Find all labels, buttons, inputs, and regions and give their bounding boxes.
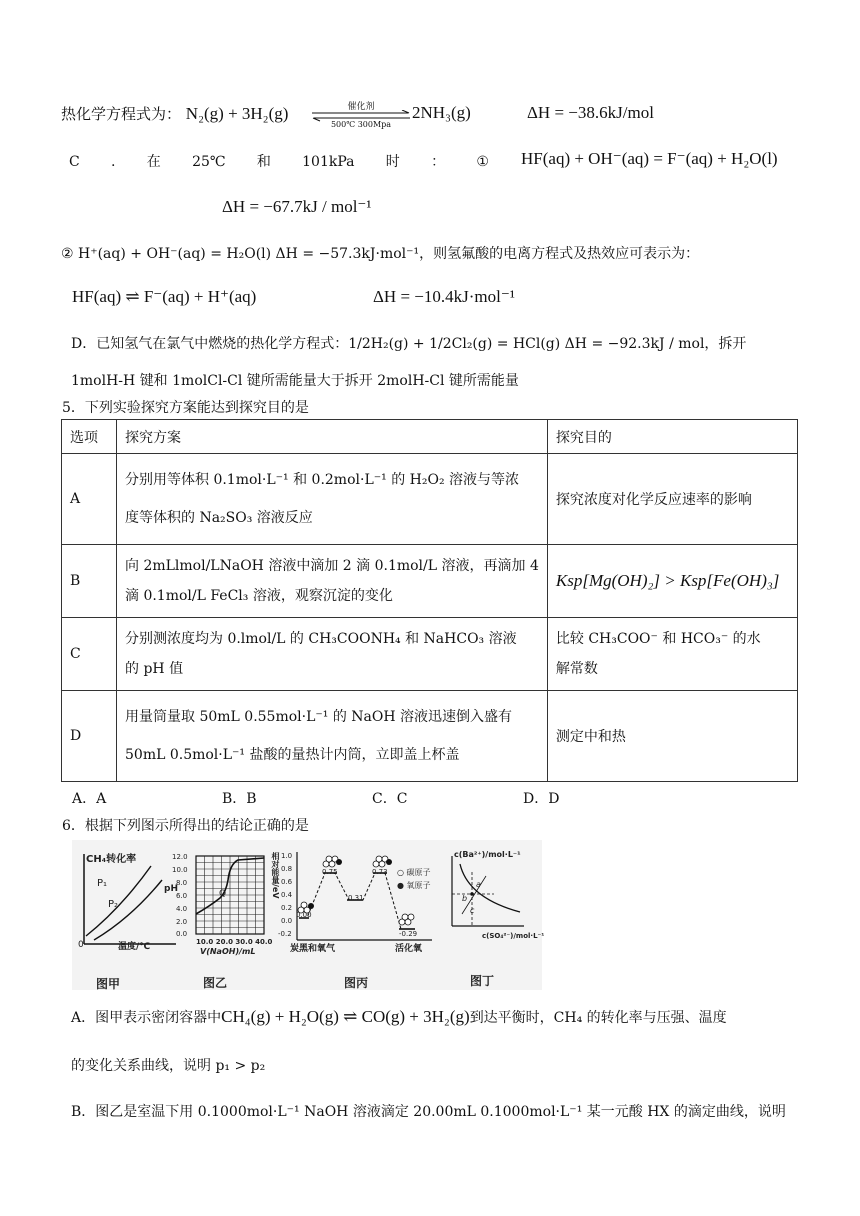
fig-bing-legend-carbon: ○ 碳原子 <box>397 868 431 877</box>
table-cell-option: A <box>62 454 117 545</box>
q4-d-line-1: D．已知氢气在氯气中燃烧的热化学方程式：1/2H₂(g) + 1/2Cl₂(g) = HCl(g) ΔH = −92.3kJ / mol，拆开 <box>71 336 747 352</box>
fig-jia-p2-label: P₂ <box>108 899 119 910</box>
fig-bing-level: 0.31 <box>348 894 364 902</box>
goal-line: Ksp[Mg(OH)₂] > Ksp[Fe(OH)₃] <box>555 571 780 590</box>
fig-ding-point: a <box>476 880 481 889</box>
goal-line: 解常数 <box>555 661 598 677</box>
q5-choice-d: D．D <box>523 791 560 807</box>
q4-c-word: C <box>69 154 80 170</box>
fig-bing-ytick: 0.6 <box>281 878 293 886</box>
fig-ding-chart <box>446 852 526 932</box>
fig-bing-caption: 图丙 <box>344 976 369 990</box>
fig-yi-xlabel: V(NaOH)/mL <box>200 947 256 956</box>
fig-yi-ytick: 10.0 <box>172 866 188 874</box>
table-header-plan: 探究方案 <box>117 420 548 454</box>
plan-line: 用量筒量取 50mL 0.55mol·L⁻¹ 的 NaOH 溶液迅速倒入盛有 <box>125 709 513 725</box>
q4-c-equation-1: HF(aq) + OH⁻(aq) = F⁻(aq) + H₂O(l) <box>521 149 778 168</box>
table-row <box>62 618 798 691</box>
table-cell-option: D <box>62 691 117 782</box>
fig-bing-level: -0.29 <box>399 930 418 938</box>
table-cell-goal <box>547 545 797 618</box>
q4-c-word: ① <box>476 154 489 170</box>
table-header-row <box>62 420 798 454</box>
q6-a-line-2: 的变化关系曲线，说明 p₁ > p₂ <box>71 1058 266 1074</box>
q4-c-word: 在 <box>146 154 161 170</box>
q5-stem: 5．下列实验探究方案能达到探究目的是 <box>62 400 309 416</box>
table-cell-goal <box>547 454 797 545</box>
fig-ding-ylabel: c(Ba²⁺)/mol·L⁻¹ <box>454 850 521 859</box>
fig-bing-ylabel: 相对能量/eV <box>271 852 280 899</box>
table-row <box>62 545 798 618</box>
fig-bing-level: 0.73 <box>372 868 388 876</box>
q5-choice-a: A．A <box>72 791 107 807</box>
fig-ding-point: b <box>462 894 468 903</box>
q6-a-equation: CH₄(g) + H₂O(g) ⇌ CO(g) + 3H₂(g) <box>221 1007 470 1026</box>
fig-bing-level: 0.00 <box>296 911 312 919</box>
q4-c-delta-h-3: ΔH = −10.4kJ·mol⁻¹ <box>373 287 515 306</box>
q4-c-delta-h-1: ΔH = −67.7kJ / mol⁻¹ <box>222 197 372 216</box>
fig-yi-ytick: 8.0 <box>176 879 188 887</box>
plan-line: 的 pH 值 <box>125 661 184 677</box>
table-cell-option: C <box>62 618 117 691</box>
plan-line: 度等体积的 Na₂SO₃ 溶液反应 <box>125 510 313 526</box>
fig-yi-ylabel: pH <box>164 884 178 894</box>
fig-yi-caption: 图乙 <box>203 976 228 990</box>
q4-c-word: 101kPa <box>302 154 355 170</box>
fig-bing-level: 0.75 <box>322 868 338 876</box>
q4-option-b-line <box>61 103 288 124</box>
fig-yi-ytick: 12.0 <box>172 853 188 861</box>
q4-c-line-2: ② H⁺(aq) + OH⁻(aq) = H₂O(l) ΔH = −57.3kJ·mol⁻¹，则氢氟酸的电离方程式及热效应可表示为： <box>61 246 700 262</box>
q4-b-equation-left: N₂(g) + 3H₂(g) <box>185 104 289 123</box>
q4-c-word: 时 <box>385 154 400 170</box>
fig-jia-ylabel: CH₄转化率 <box>86 854 137 865</box>
table-cell-goal <box>547 618 797 691</box>
fig-yi-chart <box>190 852 266 936</box>
fig-jia-origin: 0 <box>78 940 84 950</box>
q4-b-prefix: 热化学方程式为： <box>61 105 182 123</box>
fig-ding-xlabel: c(SO₄²⁻)/mol·L⁻¹ <box>482 932 545 940</box>
fig-yi-ytick: 4.0 <box>176 905 188 913</box>
q4-c-word: . <box>111 154 116 170</box>
q4-option-c-words <box>69 151 489 171</box>
q6-a-suffix: 到达平衡时，CH₄ 的转化率与压强、温度 <box>469 1010 727 1026</box>
plan-line: 向 2mLlmol/LNaOH 溶液中滴加 2 滴 0.1mol/L 溶液，再滴加 4 <box>125 558 539 574</box>
fig-yi-xticks: 10.0 20.0 30.0 40.0 <box>196 938 273 946</box>
fig-yi-ytick: 6.0 <box>176 892 188 900</box>
fig-jia-xlabel: 温度/℃ <box>118 942 151 952</box>
plan-line: 分别测浓度均为 0.lmol/L 的 CH₃COONH₄ 和 NaHCO₃ 溶液 <box>125 631 517 647</box>
q4-b-equation-right: 2NH₃(g) <box>412 103 471 122</box>
q6-b-line-1: B．图乙是室温下用 0.1000mol·L⁻¹ NaOH 溶液滴定 20.00mL 0.1000mol·L⁻¹ 某一元酸 HX 的滴定曲线，说明 <box>71 1104 786 1120</box>
table-cell-goal <box>547 691 797 782</box>
fig-bing-legend-oxygen: ● 氧原子 <box>397 881 431 890</box>
table-header-goal: 探究目的 <box>547 420 797 454</box>
q4-b-reaction-arrow <box>310 100 412 130</box>
fig-yi-point-q: Q <box>219 889 227 899</box>
fig-bing-legend-oxygen-label: 氧原子 <box>406 881 431 890</box>
q5-table <box>61 419 798 782</box>
fig-bing-xlabel-right: 活化氧 <box>395 944 423 954</box>
goal-line: 比较 CH₃COO⁻ 和 HCO₃⁻ 的水 <box>555 631 761 647</box>
goal-line: 测定中和热 <box>555 729 626 745</box>
q5-choice-c: C．C <box>372 791 408 807</box>
table-row <box>62 454 798 545</box>
fig-bing-ytick: 0.0 <box>281 917 293 925</box>
fig-jia-p1-label: P₁ <box>97 878 108 889</box>
plan-line: 滴 0.1mol/L FeCl₃ 溶液，观察沉淀的变化 <box>125 588 393 604</box>
q4-d-line-2: 1molH-H 键和 1molCl-Cl 键所需能量大于拆开 2molH-Cl 键所需能量 <box>71 373 519 389</box>
table-row <box>62 691 798 782</box>
fig-bing-xlabel-left: 炭黑和氧气 <box>290 944 336 954</box>
q4-b-catalyst-label: 催化剂 <box>347 102 375 112</box>
q4-c-word: 和 <box>256 154 271 170</box>
table-cell-option: B <box>62 545 117 618</box>
q6-stem: 6．根据下列图示所得出的结论正确的是 <box>62 818 309 834</box>
fig-yi-ytick: 0.0 <box>176 930 188 938</box>
fig-bing-ytick: 0.2 <box>281 904 293 912</box>
q4-c-equation-3: HF(aq) ⇌ F⁻(aq) + H⁺(aq) <box>72 287 257 306</box>
fig-ding-point: c <box>470 906 475 915</box>
plan-line: 分别用等体积 0.1mol·L⁻¹ 和 0.2mol·L⁻¹ 的 H₂O₂ 溶液与等浓 <box>125 472 520 488</box>
fig-bing-legend-carbon-label: 碳原子 <box>406 868 431 877</box>
q4-b-condition-label: 500℃ 300Mpa <box>330 120 392 129</box>
fig-bing-ytick: -0.2 <box>278 930 292 938</box>
fig-bing-ytick: 1.0 <box>281 852 293 860</box>
q4-c-word: 25℃ <box>192 154 226 170</box>
table-header-option: 选项 <box>62 420 117 454</box>
table-cell-plan <box>117 691 548 782</box>
fig-bing-ytick: 0.4 <box>281 891 293 899</box>
fig-jia-curve-p2 <box>94 880 162 940</box>
table-cell-plan <box>117 545 548 618</box>
table-cell-plan <box>117 618 548 691</box>
table-cell-plan <box>117 454 548 545</box>
fig-yi-ytick: 2.0 <box>176 918 188 926</box>
fig-jia-caption: 图甲 <box>96 977 121 991</box>
q6-a-line-1 <box>71 1007 727 1027</box>
fig-ding-curve <box>460 864 520 912</box>
fig-ding-caption: 图丁 <box>470 974 495 988</box>
fig-jia-curve-p1 <box>86 866 151 936</box>
q4-c-word: ： <box>431 154 446 170</box>
q6-a-prefix: A．图甲表示密闭容器中 <box>71 1010 222 1026</box>
goal-line: 探究浓度对化学反应速率的影响 <box>555 492 752 508</box>
q5-choice-b: B．B <box>222 791 257 807</box>
plan-line: 50mL 0.5mol·L⁻¹ 盐酸的量热计内筒，立即盖上杯盖 <box>125 747 460 763</box>
q4-b-delta-h: ΔH = −38.6kJ/mol <box>527 103 654 122</box>
fig-bing-ytick: 0.8 <box>281 865 293 873</box>
